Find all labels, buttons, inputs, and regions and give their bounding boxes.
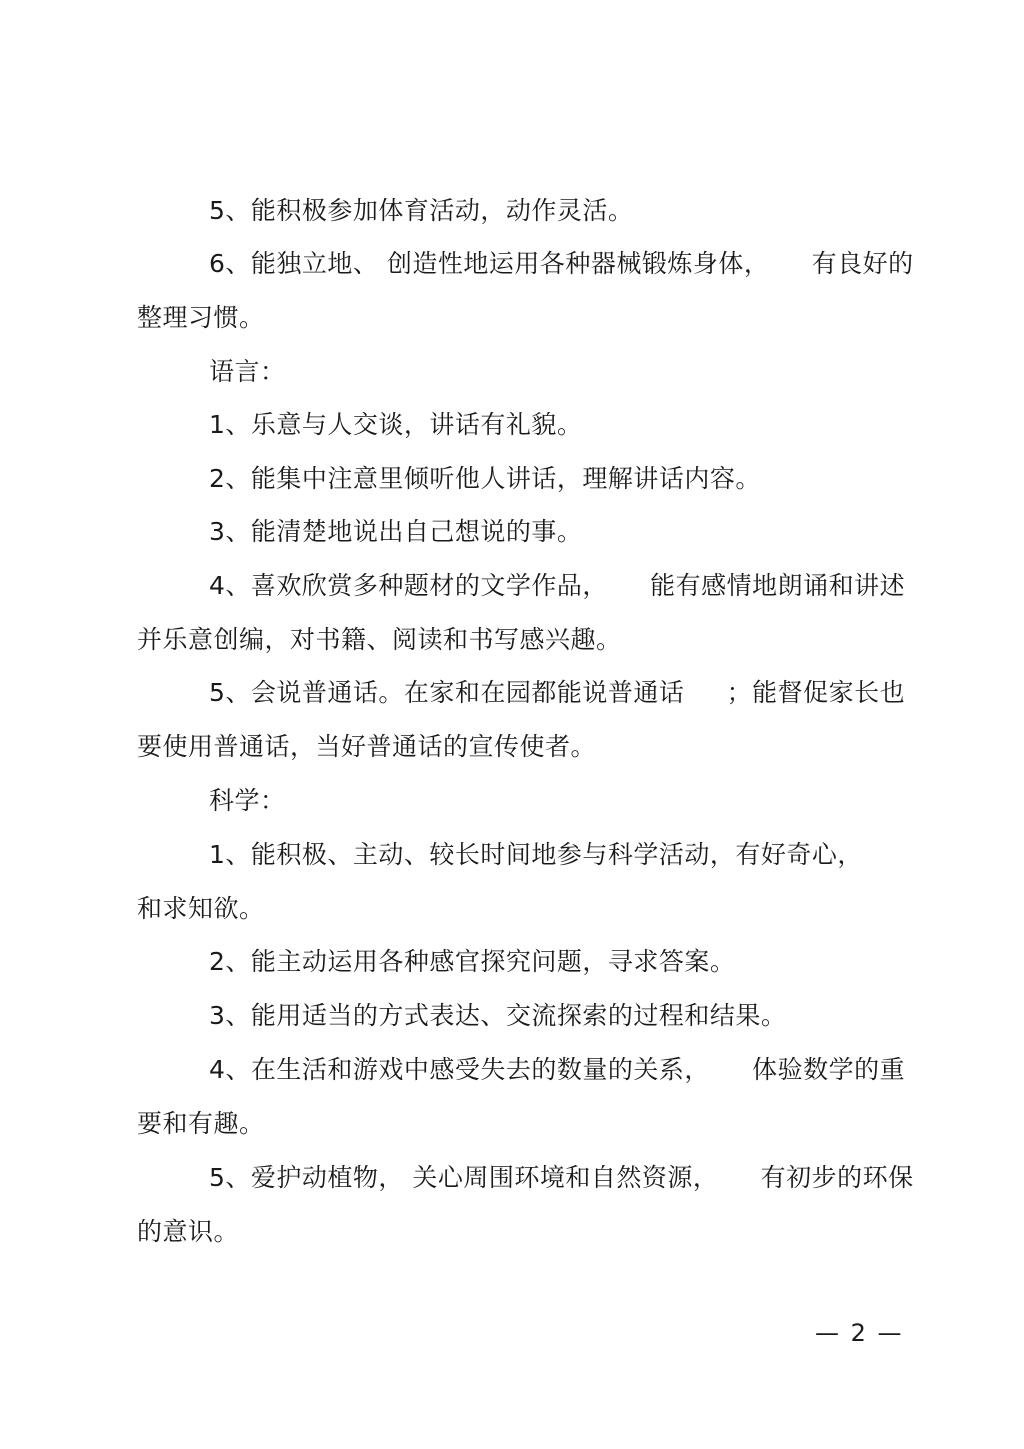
paragraph-line: 3、能清楚地说出自己想说的事。 [209, 517, 583, 546]
paragraph-line: 1、能积极、主动、较长时间地参与科学活动，有好奇心， [209, 840, 863, 869]
paragraph-line: 的意识。 [137, 1217, 240, 1246]
page-number: — 2 — [815, 1319, 904, 1347]
paragraph-line: 并乐意创编，对书籍、阅读和书写感兴趣。 [137, 625, 622, 654]
section-heading-science: 科学： [209, 786, 286, 815]
paragraph-line: 要和有趣。 [137, 1109, 265, 1138]
paragraph-line: 和求知欲。 [137, 894, 265, 923]
paragraph-line: 5、爱护动植物， 关心周围环境和自然资源， 有初步的环保 [209, 1163, 914, 1192]
paragraph-line: 5、会说普通话。在家和在园都能说普通话 ；能督促家长也 [209, 678, 906, 707]
paragraph-line: 4、在生活和游戏中感受失去的数量的关系， 体验数学的重 [209, 1055, 906, 1084]
section-heading-language: 语言： [209, 357, 286, 386]
paragraph-line: 1、乐意与人交谈，讲话有礼貌。 [209, 410, 583, 439]
paragraph-line: 6、能独立地、 创造性地运用各种器械锻炼身体， 有良好的 [209, 249, 914, 278]
paragraph-line: 5、能积极参加体育活动，动作灵活。 [209, 196, 634, 225]
paragraph-line: 整理习惯。 [137, 303, 265, 332]
paragraph-line: 要使用普通话，当好普通话的宣传使者。 [137, 732, 597, 761]
paragraph-line: 4、喜欢欣赏多种题材的文学作品， 能有感情地朗诵和讲述 [209, 571, 906, 600]
paragraph-line: 2、能主动运用各种感官探究问题，寻求答案。 [209, 947, 736, 976]
paragraph-line: 3、能用适当的方式表达、交流探索的过程和结果。 [209, 1001, 787, 1030]
paragraph-line: 2、能集中注意里倾听他人讲话，理解讲话内容。 [209, 464, 761, 493]
